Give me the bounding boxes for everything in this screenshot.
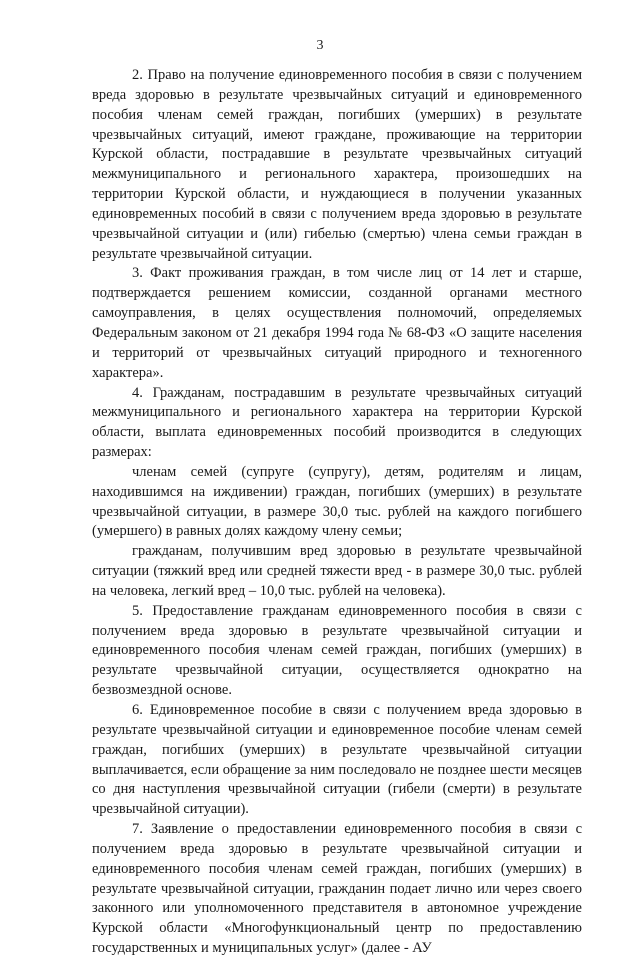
paragraph-5: 5. Предоставление гражданам единовременного пособия в связи с получением вреда здоровью в результате чрезвычайной ситуации и единовременного пособия членам семей граждан, погибших (умерших) в результате чрезвычайной ситуации, осуществляется однократно на безвозмездной основе. [92,602,582,699]
paragraph-4-injured-citizens: гражданам, получившим вред здоровью в результате чрезвычайной ситуации (тяжкий вред или средней тяжести вред - в размере 30,0 тыс. рублей на человека, легкий вред – 10,0 тыс. рублей на человека). [92,543,582,599]
paragraph-2: 2. Право на получение единовременного пособия в связи с получением вреда здоровью в результате чрезвычайных ситуаций и единовременного пособия членам семей граждан, погибших (умерших) в результате чрезвычайных ситуаций, имеют граждане, проживающие на территории Курской области, пострадавшие в результате чрезвычайных ситуаций межмуниципального и регионального характера, произошедших на территории Курской области, и нуждающиеся в получении указанных единовременных пособий в связи с получением вреда здоровью в результате чрезвычайной ситуации и (или) гибелью (смертью) члена семьи граждан в результате чрезвычайной ситуации. [92,67,582,262]
paragraph-7: 7. Заявление о предоставлении единовременного пособия в связи с получением вреда здоровью в результате чрезвычайной ситуации и единовременного пособия членам семей граждан, погибших (умерших) в результате чрезвычайной ситуации, гражданин подает лично или через своего законного или уполномоченного представителя в автономное учреждение Курской области «Многофункциональный центр по предоставлению государственных и муниципальных услуг» (далее - АУ [92,821,582,957]
paragraph-6: 6. Единовременное пособие в связи с получением вреда здоровью в результате чрезвычайной ситуации и единовременное пособие членам семей граждан, погибших (умерших) в результате чрезвычайной ситуации выплачивается, если обращение за ним последовало не позднее шести месяцев со дня наступления чрезвычайной ситуации (гибели (смерти) в результате чрезвычайной ситуации). [92,702,582,818]
paragraph-4: 4. Гражданам, пострадавшим в результате чрезвычайных ситуаций межмуниципального и регионального характера на территории Курской области, выплата единовременных пособий производится в следующих размерах: [92,384,582,461]
paragraph-4-family-members: членам семей (супруге (супругу), детям, родителям и лицам, находившимся на иждивении) граждан, погибших (умерших) в результате чрезвычайной ситуации, в размере 30,0 тыс. рублей на каждого погибшего (умершего) в равных долях каждому члену семьи; [92,463,582,540]
paragraph-3: 3. Факт проживания граждан, в том числе лиц от 14 лет и старше, подтверждается решением комиссии, созданной органами местного самоуправления, в целях осуществления полномочий, определяемых Федеральным законом от 21 декабря 1994 года № 68-ФЗ «О защите населения и территорий от чрезвычайных ситуаций природного и техногенного характера». [92,265,582,381]
document-body [92,66,582,959]
page-number: 3 [316,38,324,53]
